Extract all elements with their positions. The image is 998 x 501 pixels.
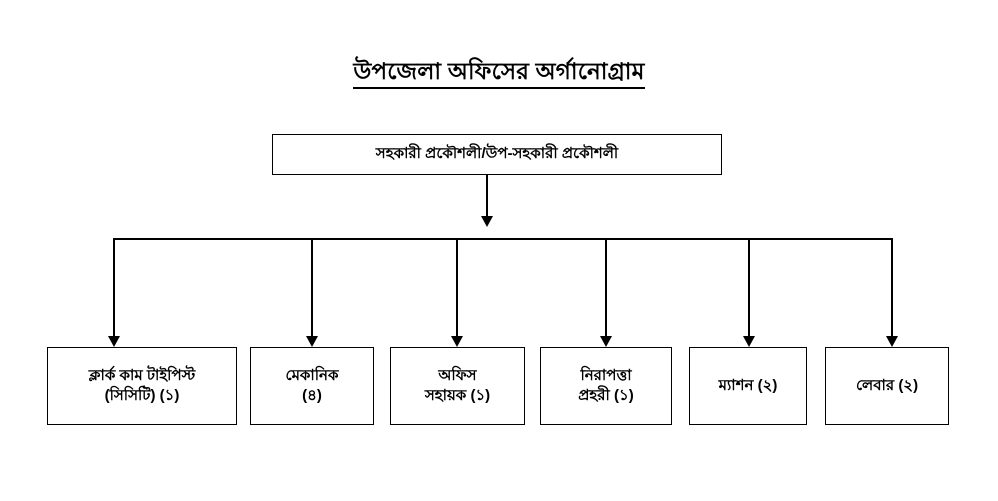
connector-drop-4	[605, 238, 607, 338]
connector-drop-2	[311, 238, 313, 338]
connector-arrow-6-icon	[886, 336, 898, 347]
node-office-assistant-line1: অফিস	[438, 366, 477, 384]
node-mechanic-line2: (৪)	[302, 387, 322, 404]
connector-drop-1	[113, 238, 115, 338]
node-labour	[825, 347, 949, 425]
node-security-guard	[540, 347, 672, 425]
node-labour-line1: লেবার (২)	[855, 376, 919, 394]
connector-arrow-1-icon	[108, 336, 120, 347]
node-mechanic-line1: মেকানিক	[285, 366, 339, 384]
node-security-guard-line2: প্রহরী (১)	[578, 387, 634, 404]
page-title	[0, 53, 998, 92]
node-clerk-cum-typist-line1: ক্লার্ক কাম টাইপিস্ট	[88, 366, 196, 384]
connector-root-stem	[486, 175, 488, 219]
connector-arrow-3-icon	[451, 336, 463, 347]
connector-drop-5	[748, 238, 750, 338]
page-title-text: উপজেলা অফিসের অর্গানোগ্রাম	[353, 58, 644, 89]
node-mechanic	[250, 347, 374, 425]
connector-arrow-5-icon	[743, 336, 755, 347]
node-mason-line1: ম্যাশন (২)	[718, 376, 778, 394]
node-root-label: সহকারী প্রকৌশলী/উপ-সহকারী প্রকৌশলী	[375, 145, 619, 163]
connector-root-arrow-icon	[481, 216, 493, 227]
node-clerk-cum-typist	[47, 347, 237, 425]
node-clerk-cum-typist-line2: (সিসিটি) (১)	[104, 387, 180, 404]
connector-arrow-2-icon	[306, 336, 318, 347]
node-mason	[689, 347, 807, 425]
node-security-guard-line1: নিরাপত্তা	[580, 366, 632, 384]
node-office-assistant-line2: সহায়ক (১)	[424, 387, 491, 404]
connector-arrow-4-icon	[600, 336, 612, 347]
node-root	[272, 134, 722, 175]
connector-drop-6	[891, 238, 893, 338]
connector-bus	[113, 238, 893, 240]
connector-drop-3	[456, 238, 458, 338]
node-office-assistant	[390, 347, 525, 425]
